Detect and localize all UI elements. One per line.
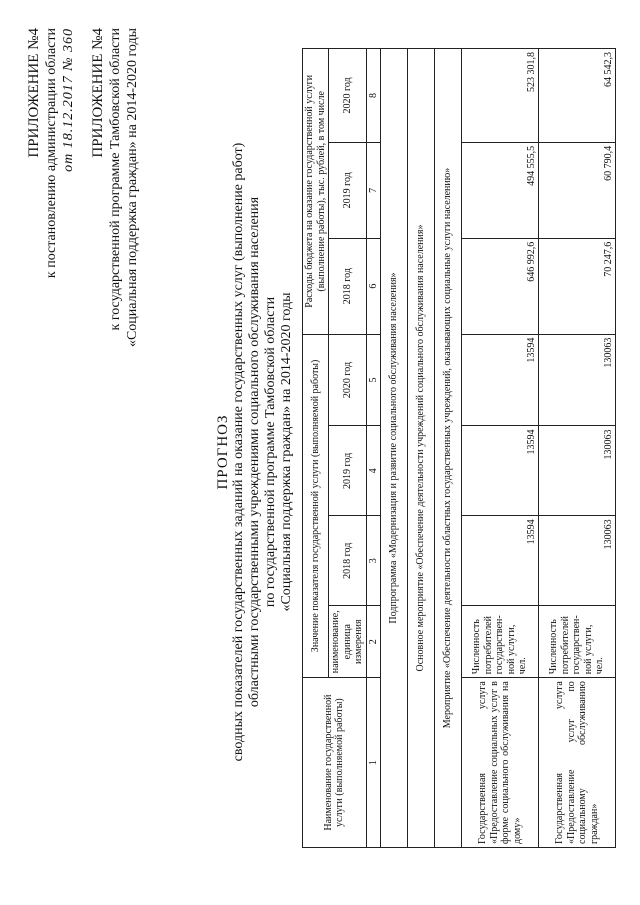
- header-year-2018-budget: 2018 год: [329, 238, 367, 334]
- event-title: Мероприятие «Обеспечение деятельности областных государственных учреждений, оказывающих социальные услуги населению»: [435, 49, 462, 848]
- col-number: 3: [366, 516, 381, 606]
- service-unit: Численность потребителей государствен-ной услуги, чел.: [462, 606, 539, 678]
- appendix-second-line2: к государственной программе Тамбовской области: [108, 28, 123, 331]
- heading-line4: «Социальная поддержка граждан» на 2014-2020 годы: [279, 292, 294, 612]
- header-service-name: Наименование государственной услуги (выполняемой работы): [303, 678, 367, 848]
- col-number: 5: [366, 334, 381, 426]
- col-number: 7: [366, 142, 381, 238]
- main-event-row: [408, 49, 435, 848]
- appendix-top-block: [26, 28, 77, 278]
- table-header-row-1: [303, 49, 329, 848]
- header-year-2019-budget: 2019 год: [329, 142, 367, 238]
- budget-2019: 60 790,4: [539, 142, 616, 238]
- forecast-table: [302, 48, 616, 848]
- heading-line2: областными государственными учреждениями социального обслуживания населения: [247, 196, 262, 708]
- value-2019: 13594: [462, 426, 539, 516]
- service-unit: Численность потребителей государствен-ной услуги, чел.: [539, 606, 616, 678]
- value-2020: 13594: [462, 334, 539, 426]
- table-row: [462, 49, 539, 848]
- heading-title: ПРОГНОЗ: [215, 414, 231, 490]
- document-page: [20, 22, 620, 882]
- appendix-second-title: ПРИЛОЖЕНИЕ №4: [90, 28, 106, 158]
- header-budget-expenses: Расходы бюджета на оказание государственной услуги (выполнение работы), тыс. рублей, в том числе: [303, 49, 329, 335]
- appendix-top-signature: от 18.12.2017 № 360: [61, 28, 76, 172]
- subprogram-row: [381, 49, 408, 848]
- value-2019: 130063: [539, 426, 616, 516]
- subprogram-title: Подпрограмма «Модернизация и развитие социального обслуживания населения»: [381, 49, 408, 848]
- value-2018: 13594: [462, 516, 539, 606]
- col-number: 1: [366, 678, 381, 848]
- budget-2019: 494 555,5: [462, 142, 539, 238]
- budget-2020: 523 301,8: [462, 49, 539, 143]
- header-year-2020-budget: 2020 год: [329, 49, 367, 143]
- appendix-second-line3: «Социальная поддержка граждан» на 2014-2020 годы: [125, 28, 140, 348]
- value-2020: 130063: [539, 334, 616, 426]
- header-unit: наименование, единица измерения: [329, 606, 367, 678]
- budget-2018: 646 992,6: [462, 238, 539, 334]
- budget-2020: 64 542,3: [539, 49, 616, 143]
- heading-line3: по государственной программе Тамбовской области: [263, 296, 278, 608]
- service-name: Государственная услуга «Предоставление услуг по социальному обслуживанию граждан»: [539, 678, 616, 848]
- header-indicator-value: Значение показателя государственной услуги (выполняемой работы): [303, 334, 329, 678]
- main-event-title: Основное мероприятие «Обеспечение деятельности учреждений социального обслуживания населения»: [408, 49, 435, 848]
- event-row: [435, 49, 462, 848]
- table-row: [539, 49, 616, 848]
- service-name: Государственная услуга «Предоставление социальных услуг в форме социального обслуживания на дому»: [462, 678, 539, 848]
- heading-line1: сводных показателей государственных заданий на оказание государственных услуг (выполнение работ): [231, 142, 246, 762]
- document-heading: [215, 22, 295, 882]
- appendix-top-decree: к постановлению администрации области: [44, 28, 59, 279]
- col-number: 2: [366, 606, 381, 678]
- header-year-2020-indicator: 2020 год: [329, 334, 367, 426]
- appendix-second-block: [90, 28, 141, 347]
- budget-2018: 70 247,6: [539, 238, 616, 334]
- header-year-2018-indicator: 2018 год: [329, 516, 367, 606]
- col-number: 8: [366, 49, 381, 143]
- col-number: 4: [366, 426, 381, 516]
- col-number: 6: [366, 238, 381, 334]
- header-year-2019-indicator: 2019 год: [329, 426, 367, 516]
- appendix-top-title: ПРИЛОЖЕНИЕ №4: [26, 28, 42, 158]
- value-2018: 130063: [539, 516, 616, 606]
- table-column-numbers: [366, 49, 381, 848]
